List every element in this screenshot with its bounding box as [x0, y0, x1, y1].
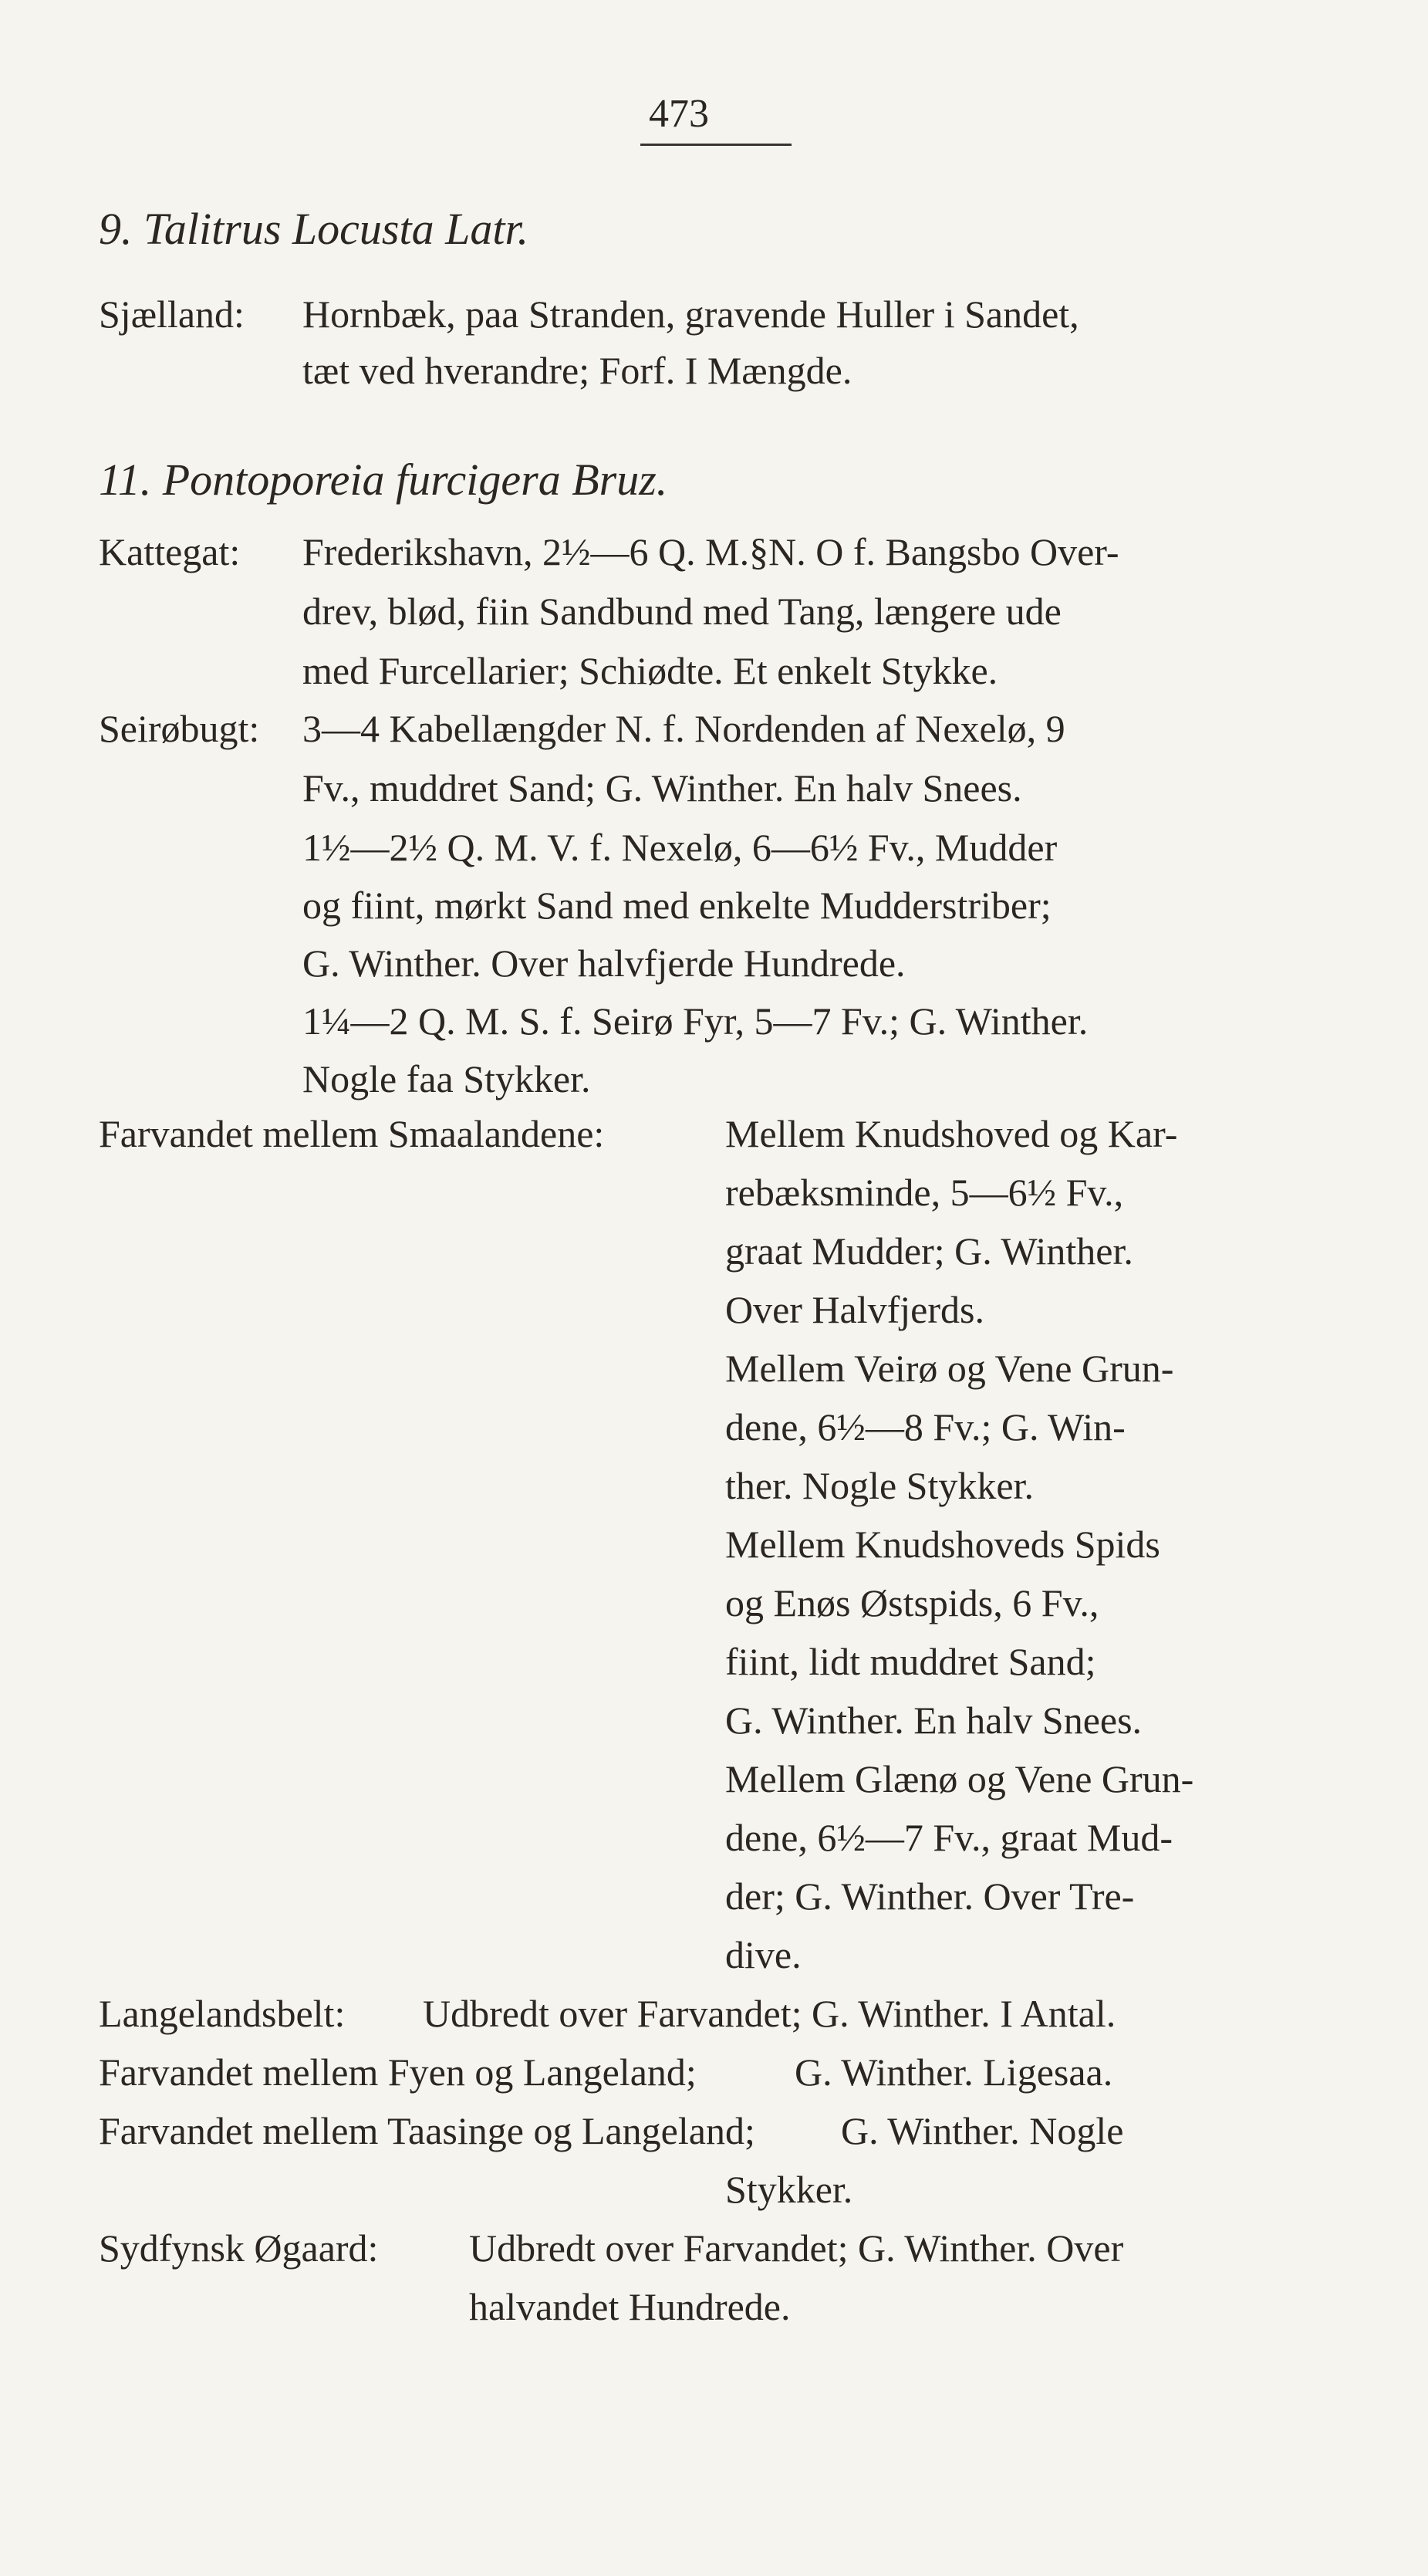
entry-heading: 9. Talitrus Locusta Latr. — [99, 204, 529, 254]
entry-heading: 11. Pontoporeia furcigera Bruz. — [99, 455, 668, 505]
entry-text-line: dive. — [725, 1933, 802, 1976]
entry-text-line: med Furcellarier; Schiødte. Et enkelt Stykke. — [302, 649, 998, 692]
entry-text-line: drev, blød, fiin Sandbund med Tang, længere ude — [302, 590, 1062, 633]
location-label: Farvandet mellem Taasinge og Langeland; — [99, 2109, 755, 2152]
entry-text-line: G. Winther. Nogle — [841, 2109, 1124, 2152]
entry-text-line: graat Mudder; G. Winther. — [725, 1229, 1133, 1273]
entry-text-line: fiint, lidt muddret Sand; — [725, 1640, 1096, 1683]
page-number: 473 — [649, 92, 709, 136]
entry-text-line: dene, 6½—7 Fv., graat Mud- — [725, 1816, 1173, 1859]
entry-text-line: Mellem Knudshoved og Kar- — [725, 1112, 1178, 1155]
entry-text-line: 3—4 Kabellængder N. f. Nordenden af Nexelø, 9 — [302, 707, 1065, 750]
entry-text-line: der; G. Winther. Over Tre- — [725, 1875, 1135, 1918]
location-label: Kattegat: — [99, 530, 241, 573]
entry-text-line: Mellem Veirø og Vene Grun- — [725, 1347, 1174, 1390]
entry-text-line: 1¼—2 Q. M. S. f. Seirø Fyr, 5—7 Fv.; G. Winther. — [302, 999, 1089, 1043]
page-number-rule — [640, 144, 792, 146]
location-label: Sydfynsk Øgaard: — [99, 2226, 379, 2270]
entry-text-line: Mellem Glænø og Vene Grun- — [725, 1757, 1194, 1800]
entry-text-line: Hornbæk, paa Stranden, gravende Huller i Sandet, — [302, 292, 1079, 336]
location-label: Langelandsbelt: — [99, 1992, 346, 2035]
entry-text-line: halvandet Hundrede. — [469, 2285, 791, 2328]
entry-text-line: G. Winther. Ligesaa. — [795, 2050, 1113, 2094]
entry-text-line: 1½—2½ Q. M. V. f. Nexelø, 6—6½ Fv., Mudder — [302, 826, 1058, 869]
location-label: Farvandet mellem Smaalandene: — [99, 1112, 605, 1155]
entry-text-line: G. Winther. Over halvfjerde Hundrede. — [302, 941, 906, 985]
entry-text-line: Stykker. — [725, 2168, 853, 2211]
entry-text-line: Udbredt over Farvandet; G. Winther. Over — [469, 2226, 1124, 2270]
entry-text-line: Fv., muddret Sand; G. Winther. En halv Snees. — [302, 766, 1022, 810]
entry-text-line: Over Halvfjerds. — [725, 1288, 984, 1331]
entry-text-line: rebæksminde, 5—6½ Fv., — [725, 1171, 1124, 1214]
location-label: Seirøbugt: — [99, 707, 260, 750]
entry-text-line: og Enøs Østspids, 6 Fv., — [725, 1581, 1099, 1624]
location-label: Sjælland: — [99, 292, 245, 336]
entry-text-line: Mellem Knudshoveds Spids — [725, 1523, 1160, 1566]
location-label: Farvandet mellem Fyen og Langeland; — [99, 2050, 697, 2094]
entry-text-line: tæt ved hverandre; Forf. I Mængde. — [302, 349, 852, 392]
entry-text-line: Nogle faa Stykker. — [302, 1057, 591, 1100]
entry-text-line: ther. Nogle Stykker. — [725, 1464, 1034, 1507]
entry-text-line: Frederikshavn, 2½—6 Q. M.§N. O f. Bangsbo Over- — [302, 530, 1119, 573]
entry-text-line: dene, 6½—8 Fv.; G. Win- — [725, 1405, 1126, 1449]
entry-text-line: Udbredt over Farvandet; G. Winther. I Antal. — [423, 1992, 1116, 2035]
entry-text-line: G. Winther. En halv Snees. — [725, 1699, 1143, 1742]
entry-text-line: og fiint, mørkt Sand med enkelte Mudderstriber; — [302, 884, 1052, 927]
